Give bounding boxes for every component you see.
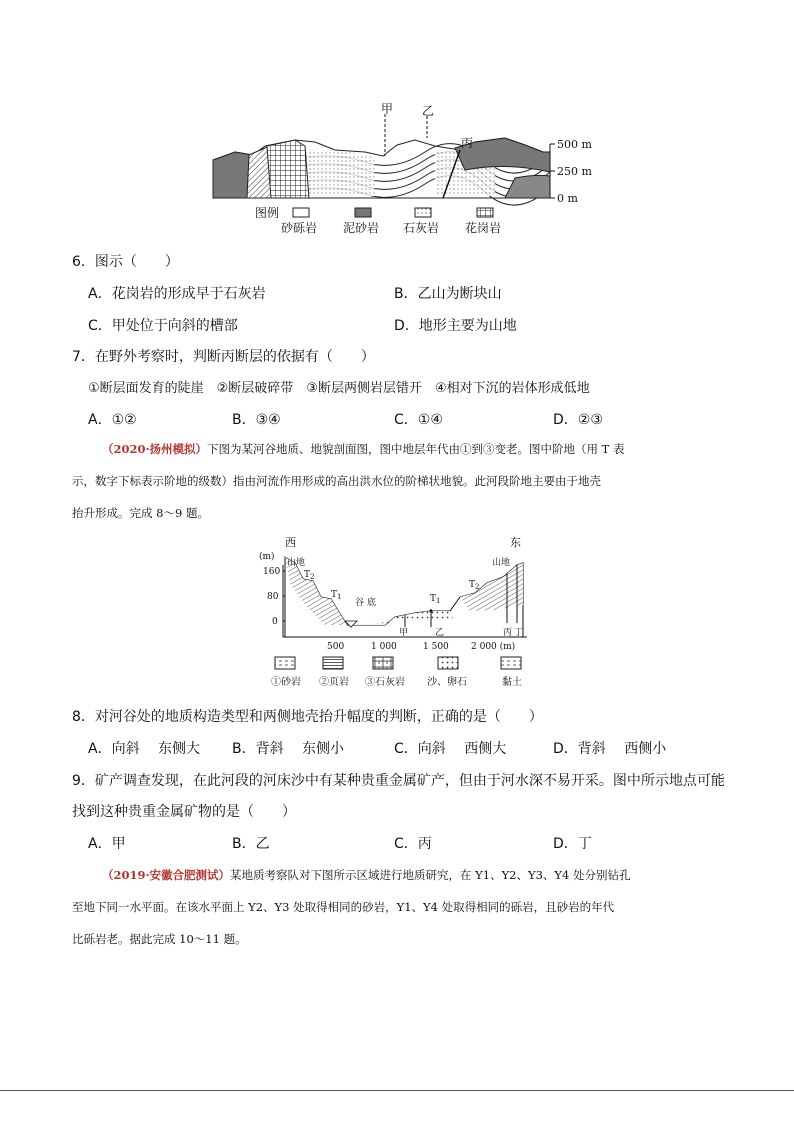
intro-8-9-line2: 示，数字下标表示阶地的级数）指由河流作用形成的高出洪水位的阶梯状地貌。此河段阶地主要由于地壳 [72, 474, 601, 488]
y-tick-80: 80 [267, 592, 279, 602]
y-unit: (m) [259, 552, 275, 562]
label-point-yi: 乙 [435, 628, 445, 638]
label-point-bing: 丙 [503, 628, 513, 638]
label-bing: 丙 [461, 136, 474, 150]
scale-500: 500 m [557, 138, 592, 151]
q7-option-a[interactable]: A．①② [88, 412, 137, 428]
q9-stem-line2: 找到这种贵重金属矿物的是（ ） [72, 804, 296, 820]
q7-items: ①断层面发育的陡崖 ②断层破碎带 ③断层两侧岩层错开 ④相对下沉的岩体形成低地 [88, 381, 590, 396]
scale-250: 250 m [557, 165, 592, 178]
label-mountain-east: 山地 [492, 558, 511, 568]
label-point-ding: 丁 [514, 628, 524, 638]
q7-stem: 7．在野外考察时，判断丙断层的依据有（ ） [72, 349, 375, 365]
q8-option-a[interactable]: A．向斜 东侧大 [88, 741, 201, 757]
q8-stem: 8．对河谷处的地质构造类型和两侧地壳抬升幅度的判断，正确的是（ ） [72, 709, 543, 725]
label-yi: 乙 [422, 104, 435, 118]
x-tick-1000: 1 000 [371, 642, 397, 652]
q9-option-b[interactable]: B．乙 [232, 836, 270, 852]
label-t2-east: $T_2$ [469, 580, 480, 591]
legend-mudstone: 泥砂岩 [343, 221, 380, 235]
intro-10-11-line1: （2019·安徽合肥测试）某地质考察队对下图所示区域进行地质研究，在 Y1、Y2、Y3、Y4 处分别钻孔 [102, 868, 631, 882]
intro-10-11-line2: 至地下同一水平面。在该水平面上 Y2、Y3 处取得相同的砂岩，Y1、Y4 处取得相同的砾岩，且砂岩的年代 [72, 900, 615, 914]
scale-0: 0 m [557, 192, 578, 205]
q7-option-c[interactable]: C．①④ [394, 412, 443, 428]
y-tick-160: 160 [263, 567, 281, 577]
legend-shale: ②页岩 [319, 677, 349, 688]
q6-stem: 6．图示（ ） [72, 254, 179, 270]
legend-sand-pebble: 沙、卵石 [427, 677, 467, 688]
label-t1-east: $T_1$ [430, 594, 441, 605]
q6-option-b[interactable]: B．乙山为断块山 [394, 286, 502, 302]
x-tick-2000: 2 000 (m) [471, 642, 516, 652]
label-t1-west: $T_1$ [331, 590, 342, 601]
q9-option-c[interactable]: C．丙 [394, 836, 432, 852]
legend-limestone: ③石灰岩 [365, 677, 405, 688]
intro-10-11-line3: 比砾岩老。据此完成 10～11 题。 [72, 932, 247, 946]
label-jia: 甲 [381, 102, 394, 116]
q6-option-a[interactable]: A．花岗岩的形成早于石灰岩 [88, 286, 266, 302]
footer-divider [0, 1090, 794, 1091]
q6-option-c[interactable]: C．甲处位于向斜的槽部 [88, 318, 238, 334]
legend-title: 图例 [255, 206, 280, 220]
legend-clay: 黏土 [502, 677, 522, 688]
legend-sandstone-conglomerate: 砂砾岩 [281, 221, 318, 235]
intro-8-9-source: （2020·扬州模拟） [102, 442, 208, 456]
q9-option-a[interactable]: A．甲 [88, 836, 126, 852]
intro-10-11-source: （2019·安徽合肥测试） [102, 868, 231, 882]
q7-option-d[interactable]: D．②③ [553, 412, 603, 428]
q8-option-d[interactable]: D．背斜 西侧小 [553, 741, 667, 757]
river-valley-section-figure [255, 535, 545, 695]
q8-option-c[interactable]: C．向斜 西侧大 [394, 741, 507, 757]
q8-option-b[interactable]: B．背斜 东侧小 [232, 741, 345, 757]
label-t2-west: $T_2$ [304, 570, 315, 581]
q9-option-d[interactable]: D．丁 [553, 836, 592, 852]
legend-granite: 花岗岩 [465, 221, 502, 235]
q7-option-b[interactable]: B．③④ [232, 412, 281, 428]
q6-option-d[interactable]: D．地形主要为山地 [394, 318, 517, 334]
legend-limestone: 石灰岩 [403, 221, 440, 235]
intro-8-9-line1: （2020·扬州模拟）下图为某河谷地质、地貌剖面图，图中地层年代由①到③变老。图中阶地（用 T 表 [102, 442, 625, 456]
q9-stem-line1: 9．矿产调查发现，在此河段的河床沙中有某种贵重金属矿产，但由于河水深不易开采。图中所示地点可能 [72, 773, 725, 789]
label-point-jia: 甲 [399, 628, 409, 638]
geologic-section-figure [205, 100, 605, 240]
y-tick-0: 0 [272, 617, 278, 627]
x-tick-500: 500 [327, 642, 345, 652]
label-east: 东 [510, 536, 521, 549]
x-tick-1500: 1 500 [423, 642, 449, 652]
legend-sandstone: ①砂岩 [271, 677, 301, 688]
label-mountain-west: 山地 [287, 558, 306, 568]
label-west: 西 [285, 536, 296, 549]
label-valley-floor: 谷 底 [355, 598, 376, 608]
intro-8-9-line3: 抬升形成。完成 8～9 题。 [72, 506, 209, 520]
